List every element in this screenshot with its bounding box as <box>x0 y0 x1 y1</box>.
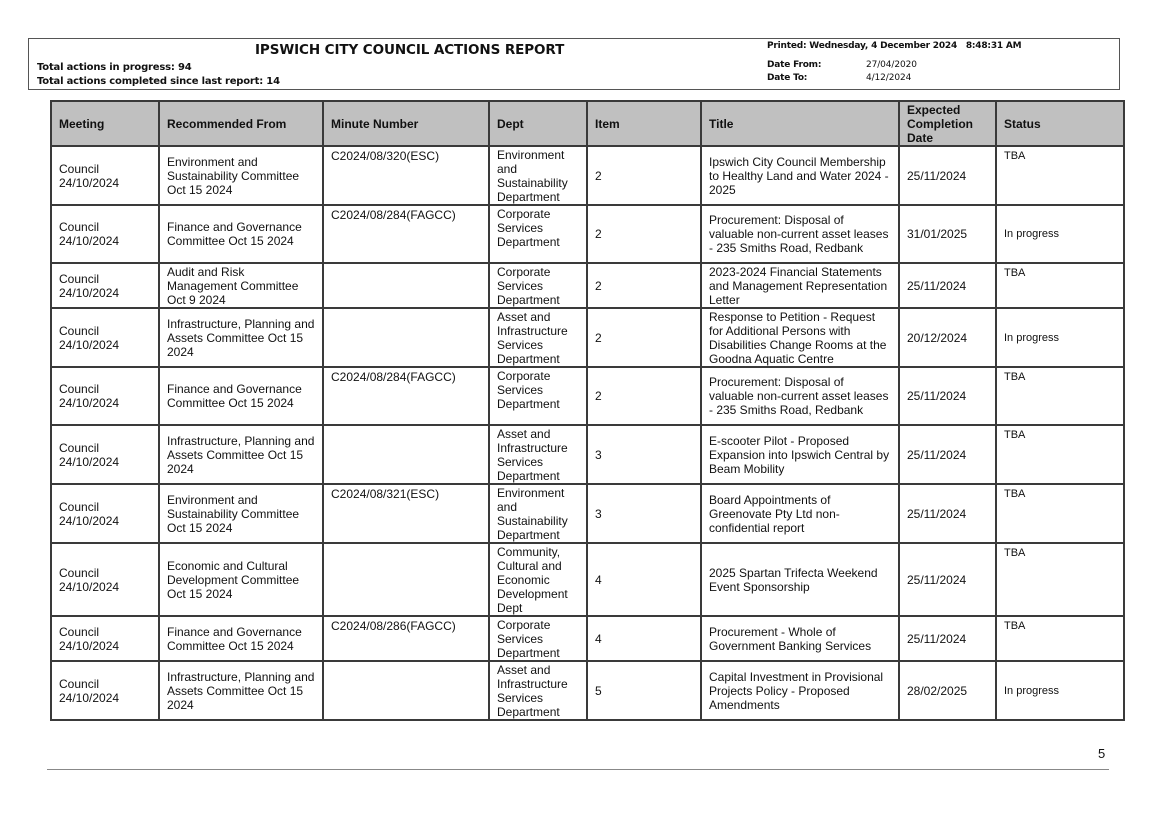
cell-title: Ipswich City Council Membership to Healthy Land and Water 2024 - 2025 <box>701 146 899 205</box>
cell-minute-number: C2024/08/286(FAGCC) <box>323 616 489 661</box>
actions-table <box>50 100 1125 721</box>
cell-expected-completion: 25/11/2024 <box>899 146 996 205</box>
cell-status: TBA <box>996 425 1124 484</box>
cell-expected-completion: 25/11/2024 <box>899 543 996 616</box>
cell-expected-completion: 25/11/2024 <box>899 484 996 543</box>
cell-minute-number: C2024/08/284(FAGCC) <box>323 367 489 425</box>
cell-expected-completion: 25/11/2024 <box>899 367 996 425</box>
table-row <box>51 543 1124 616</box>
cell-meeting: Council 24/10/2024 <box>51 263 159 308</box>
table-row <box>51 205 1124 263</box>
column-header-status: Status <box>996 101 1124 146</box>
cell-dept: Corporate Services Department <box>489 616 587 661</box>
cell-item: 4 <box>587 616 701 661</box>
cell-expected-completion: 31/01/2025 <box>899 205 996 263</box>
cell-title: Procurement: Disposal of valuable non-current asset leases - 235 Smiths Road, Redbank <box>701 205 899 263</box>
cell-dept: Corporate Services Department <box>489 367 587 425</box>
cell-item: 2 <box>587 205 701 263</box>
cell-minute-number <box>323 263 489 308</box>
column-header-expected-completion: Expected Completion Date <box>899 101 996 146</box>
cell-meeting: Council 24/10/2024 <box>51 661 159 720</box>
cell-recommended-from: Environment and Sustainability Committee Oct 15 2024 <box>159 146 323 205</box>
column-header-item: Item <box>587 101 701 146</box>
cell-dept: Corporate Services Department <box>489 263 587 308</box>
cell-meeting: Council 24/10/2024 <box>51 616 159 661</box>
table-row <box>51 425 1124 484</box>
date-from-value: 27/04/2020 <box>866 60 917 70</box>
cell-item: 2 <box>587 263 701 308</box>
cell-status: TBA <box>996 367 1124 425</box>
cell-status: TBA <box>996 146 1124 205</box>
cell-dept: Corporate Services Department <box>489 205 587 263</box>
total-completed: Total actions completed since last report: 14 <box>37 76 280 87</box>
cell-meeting: Council 24/10/2024 <box>51 367 159 425</box>
cell-status: In progress <box>996 308 1124 367</box>
cell-meeting: Council 24/10/2024 <box>51 484 159 543</box>
report-title: IPSWICH CITY COUNCIL ACTIONS REPORT <box>255 42 565 58</box>
cell-minute-number <box>323 661 489 720</box>
cell-title: Board Appointments of Greenovate Pty Ltd non-confidential report <box>701 484 899 543</box>
cell-item: 2 <box>587 146 701 205</box>
cell-status: In progress <box>996 205 1124 263</box>
cell-status: TBA <box>996 484 1124 543</box>
cell-title: Response to Petition - Request for Additional Persons with Disabilities Change Rooms at the Goodna Aquatic Centre <box>701 308 899 367</box>
cell-title: E-scooter Pilot - Proposed Expansion into Ipswich Central by Beam Mobility <box>701 425 899 484</box>
cell-recommended-from: Audit and Risk Management Committee Oct 9 2024 <box>159 263 323 308</box>
page-number: 5 <box>1098 746 1106 761</box>
cell-dept: Asset and Infrastructure Services Department <box>489 661 587 720</box>
cell-status: TBA <box>996 263 1124 308</box>
cell-expected-completion: 28/02/2025 <box>899 661 996 720</box>
date-from-label: Date From: <box>767 60 822 70</box>
table-header-row <box>51 101 1124 146</box>
cell-recommended-from: Infrastructure, Planning and Assets Committee Oct 15 2024 <box>159 661 323 720</box>
cell-recommended-from: Infrastructure, Planning and Assets Committee Oct 15 2024 <box>159 308 323 367</box>
column-header-minute-number: Minute Number <box>323 101 489 146</box>
cell-dept: Community, Cultural and Economic Development Dept <box>489 543 587 616</box>
cell-dept: Environment and Sustainability Department <box>489 484 587 543</box>
cell-minute-number <box>323 425 489 484</box>
table-row <box>51 367 1124 425</box>
cell-dept: Asset and Infrastructure Services Department <box>489 425 587 484</box>
cell-recommended-from: Finance and Governance Committee Oct 15 2024 <box>159 616 323 661</box>
cell-item: 3 <box>587 484 701 543</box>
table-row <box>51 308 1124 367</box>
cell-meeting: Council 24/10/2024 <box>51 308 159 367</box>
cell-expected-completion: 25/11/2024 <box>899 425 996 484</box>
cell-status: TBA <box>996 616 1124 661</box>
cell-minute-number <box>323 543 489 616</box>
date-to-value: 4/12/2024 <box>866 73 912 83</box>
cell-title: 2023-2024 Financial Statements and Management Representation Letter <box>701 263 899 308</box>
table-row <box>51 263 1124 308</box>
cell-title: Procurement: Disposal of valuable non-current asset leases - 235 Smiths Road, Redbank <box>701 367 899 425</box>
cell-expected-completion: 20/12/2024 <box>899 308 996 367</box>
column-header-meeting: Meeting <box>51 101 159 146</box>
cell-expected-completion: 25/11/2024 <box>899 616 996 661</box>
cell-meeting: Council 24/10/2024 <box>51 205 159 263</box>
cell-item: 4 <box>587 543 701 616</box>
cell-title: 2025 Spartan Trifecta Weekend Event Sponsorship <box>701 543 899 616</box>
footer-divider <box>47 769 1109 770</box>
report-header <box>28 38 1120 90</box>
cell-minute-number: C2024/08/320(ESC) <box>323 146 489 205</box>
cell-item: 3 <box>587 425 701 484</box>
cell-expected-completion: 25/11/2024 <box>899 263 996 308</box>
cell-dept: Environment and Sustainability Department <box>489 146 587 205</box>
cell-dept: Asset and Infrastructure Services Department <box>489 308 587 367</box>
cell-minute-number: C2024/08/321(ESC) <box>323 484 489 543</box>
table-row <box>51 616 1124 661</box>
date-to-label: Date To: <box>767 73 808 83</box>
total-in-progress: Total actions in progress: 94 <box>37 62 192 73</box>
cell-item: 5 <box>587 661 701 720</box>
cell-recommended-from: Finance and Governance Committee Oct 15 2024 <box>159 367 323 425</box>
cell-title: Procurement - Whole of Government Banking Services <box>701 616 899 661</box>
cell-minute-number <box>323 308 489 367</box>
cell-item: 2 <box>587 308 701 367</box>
table-row <box>51 146 1124 205</box>
cell-meeting: Council 24/10/2024 <box>51 146 159 205</box>
column-header-title: Title <box>701 101 899 146</box>
column-header-recommended-from: Recommended From <box>159 101 323 146</box>
cell-recommended-from: Economic and Cultural Development Committee Oct 15 2024 <box>159 543 323 616</box>
cell-item: 2 <box>587 367 701 425</box>
table-row <box>51 661 1124 720</box>
cell-title: Capital Investment in Provisional Projects Policy - Proposed Amendments <box>701 661 899 720</box>
cell-recommended-from: Infrastructure, Planning and Assets Committee Oct 15 2024 <box>159 425 323 484</box>
printed-timestamp: Printed: Wednesday, 4 December 2024 8:48:31 AM <box>767 41 1022 51</box>
cell-recommended-from: Environment and Sustainability Committee Oct 15 2024 <box>159 484 323 543</box>
table-row <box>51 484 1124 543</box>
cell-meeting: Council 24/10/2024 <box>51 543 159 616</box>
cell-status: TBA <box>996 543 1124 616</box>
cell-minute-number: C2024/08/284(FAGCC) <box>323 205 489 263</box>
cell-meeting: Council 24/10/2024 <box>51 425 159 484</box>
cell-recommended-from: Finance and Governance Committee Oct 15 2024 <box>159 205 323 263</box>
cell-status: In progress <box>996 661 1124 720</box>
column-header-dept: Dept <box>489 101 587 146</box>
